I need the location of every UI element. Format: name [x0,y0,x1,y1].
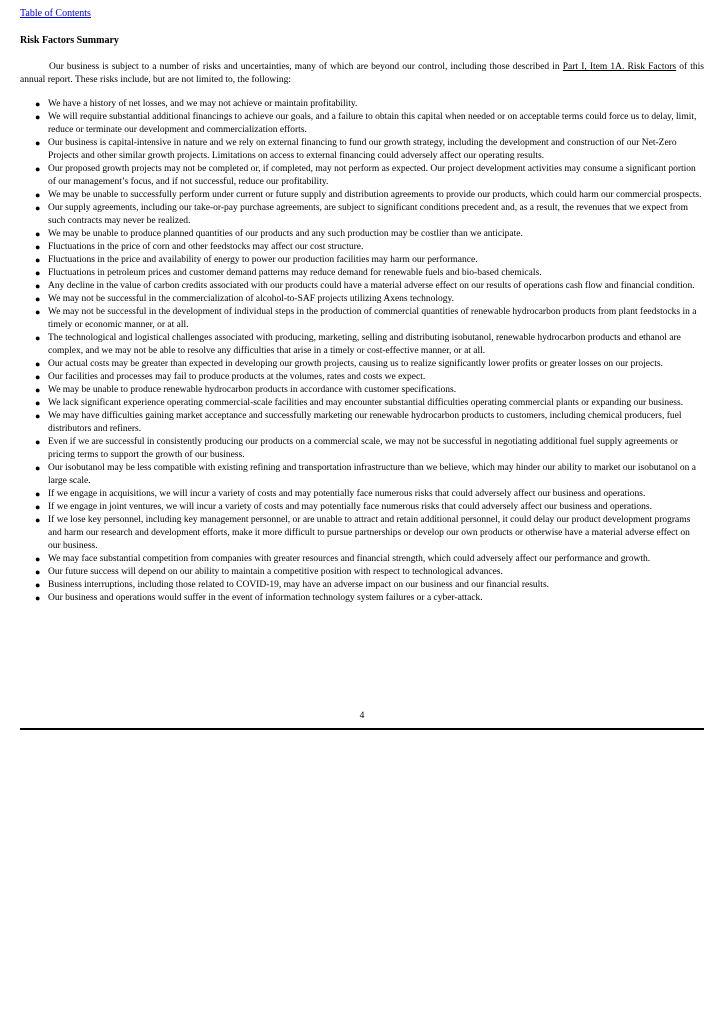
bullet-icon: ● [35,489,41,499]
bullet-icon: ● [35,255,41,265]
risk-text: We may not be successful in the commercialization of alcohol-to-SAF projects utilizing Axens technology. [48,294,454,304]
risk-text: Business interruptions, including those related to COVID-19, may have an adverse impact on our business and our financial results. [48,580,550,590]
risk-factors-list [20,98,704,605]
bullet-icon: ● [35,567,41,577]
bullet-icon: ● [35,333,41,343]
risk-list-item [20,111,704,137]
bullet-icon: ● [35,112,41,122]
risk-list-item [20,254,704,267]
bullet-icon: ● [35,229,41,239]
risk-text: Our proposed growth projects may not be completed or, if completed, may not perform as expected. Our project development activities may consume a significant portion of our management’s focus, and if not successful, reduce our profitability. [48,164,696,187]
risk-list-item [20,514,704,553]
risk-list-item [20,293,704,306]
risk-list-item [20,163,704,189]
page-divider [20,728,704,730]
risk-text: Even if we are successful in consistently producing our products on a commercial scale, we may not be successful in negotiating additional fuel supply agreements or pricing terms to support the growth of our business. [48,437,678,460]
bullet-icon: ● [35,242,41,252]
bullet-icon: ● [35,164,41,174]
risk-list-item [20,202,704,228]
table-of-contents-link[interactable]: Table of Contents [20,8,91,19]
risk-text: We have a history of net losses, and we may not achieve or maintain profitability. [48,99,358,109]
risk-list-item [20,137,704,163]
bullet-icon: ● [35,580,41,590]
risk-text: Fluctuations in the price and availability of energy to power our production facilities may harm our performance. [48,255,478,265]
risk-text: Fluctuations in petroleum prices and customer demand patterns may reduce demand for renewable fuels and bio-based chemicals. [48,268,542,278]
section-title: Risk Factors Summary [20,35,119,46]
risk-text: Our future success will depend on our ability to maintain a competitive position with respect to technological advances. [48,567,503,577]
bullet-icon: ● [35,385,41,395]
risk-text: Our business and operations would suffer in the event of information technology system failures or a cyber-attack. [48,593,483,603]
risk-list-item [20,579,704,592]
risk-text: The technological and logistical challenges associated with producing, marketing, selling and distributing isobutanol, renewable hydrocarbon products and ethanol are complex, and we may not be able to resolve any difficulties that arise in a timely or cost-effective manner, or at all. [48,333,681,356]
risk-list-item [20,267,704,280]
intro-text-after: of this annual report. These risks include, but are not limited to, the following: [20,62,704,85]
risk-text: Fluctuations in the price of corn and other feedstocks may affect our cost structure. [48,242,364,252]
risk-text: We may be unable to produce renewable hydrocarbon products in accordance with customer specifications. [48,385,457,395]
risk-text: We may face substantial competition from companies with greater resources and financial strength, which could adversely affect our performance and growth. [48,554,651,564]
risk-list-item [20,228,704,241]
risk-list-item [20,436,704,462]
bullet-icon: ● [35,203,41,213]
risk-list-item [20,488,704,501]
risk-text: Our supply agreements, including our take-or-pay purchase agreements, are subject to significant conditions precedent and, as a result, the revenues that we expect from such contracts may never be realized. [48,203,689,226]
risk-list-item [20,371,704,384]
risk-list-item [20,358,704,371]
bullet-icon: ● [35,294,41,304]
bullet-icon: ● [35,502,41,512]
risk-text: We may be unable to produce planned quantities of our products and any such production may be costlier than we anticipate. [48,229,523,239]
risk-list-item [20,189,704,202]
risk-text: We may not be successful in the development of individual steps in the production of commercial quantities of renewable hydrocarbon products from plant feedstocks in a timely or economic manner, or at all. [48,307,697,330]
intro-paragraph [20,61,704,87]
bullet-icon: ● [35,359,41,369]
bullet-icon: ● [35,281,41,291]
page-number: 4 [359,711,365,721]
intro-text-before: Our business is subject to a number of risks and uncertainties, many of which are beyond our control, including those described in [49,62,563,72]
bullet-icon: ● [35,138,41,148]
risk-factors-link[interactable]: Part I, Item 1A. Risk Factors [562,62,677,72]
risk-text: We lack significant experience operating commercial-scale facilities and may encounter substantial difficulties operating commercial plants or expanding our business. [48,398,684,408]
risk-text: Our isobutanol may be less compatible with existing refining and transportation infrastructure than we believe, which may hinder our ability to market our isobutanol on a large scale. [48,463,696,486]
bullet-icon: ● [35,307,41,317]
bullet-icon: ● [35,437,41,447]
bullet-icon: ● [35,190,41,200]
risk-list-item [20,501,704,514]
bullet-icon: ● [35,554,41,564]
risk-list-item [20,306,704,332]
risk-text: Any decline in the value of carbon credits associated with our products could have a material adverse effect on our results of operations cash flow and financial condition. [48,281,695,291]
risk-list-item [20,332,704,358]
bullet-icon: ● [35,411,41,421]
risk-list-item [20,98,704,111]
risk-list-item [20,553,704,566]
risk-text: Our facilities and processes may fail to produce products at the volumes, rates and costs we expect. [48,372,426,382]
risk-list-item [20,592,704,605]
bullet-icon: ● [35,515,41,525]
risk-text: Our actual costs may be greater than expected in developing our growth projects, causing us to realize significantly lower profits or greater losses on our projects. [48,359,663,369]
risk-list-item [20,410,704,436]
risk-list-item [20,397,704,410]
bullet-icon: ● [35,372,41,382]
risk-list-item [20,280,704,293]
risk-text: Our business is capital-intensive in nature and we rely on external financing to fund our growth strategy, including the development and construction of our Net-Zero Projects and other similar growth projects. Limitations on access to external financing could adversely affect our operating results. [48,138,677,161]
bullet-icon: ● [35,463,41,473]
risk-text: We will require substantial additional financings to achieve our goals, and a failure to obtain this capital when needed or on acceptable terms could force us to delay, limit, reduce or terminate our development and commercialization efforts. [48,112,697,135]
bullet-icon: ● [35,99,41,109]
risk-list-item [20,462,704,488]
risk-text: If we engage in joint ventures, we will incur a variety of costs and may potentially face numerous risks that could adversely affect our business and operations. [48,502,652,512]
bullet-icon: ● [35,268,41,278]
risk-text: We may have difficulties gaining market acceptance and successfully marketing our renewable hydrocarbon products to customers, including chemical producers, fuel distributors and refiners. [48,411,682,434]
risk-text: If we engage in acquisitions, we will incur a variety of costs and may potentially face numerous risks that could adversely affect our business and operations. [48,489,646,499]
risk-list-item [20,566,704,579]
risk-text: If we lose key personnel, including key management personnel, or are unable to attract and retain additional personnel, it could delay our product development programs and harm our research and development efforts, make it more difficult to pursue partnerships or develop our own products or otherwise have a material adverse effect on our business. [48,515,691,551]
risk-list-item [20,241,704,254]
bullet-icon: ● [35,398,41,408]
bullet-icon: ● [35,593,41,603]
risk-list-item [20,384,704,397]
risk-text: We may be unable to successfully perform under current or future supply and distribution agreements to provide our products, which could harm our commercial prospects. [48,190,702,200]
